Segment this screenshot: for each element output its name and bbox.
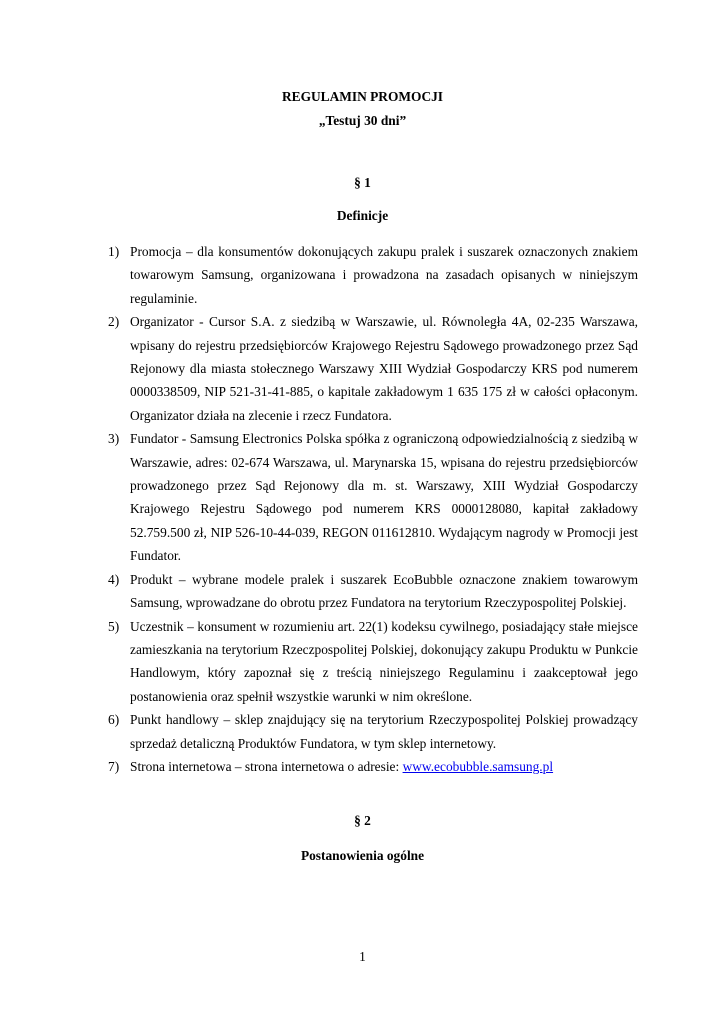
definition-text: Fundator - Samsung Electronics Polska spółka z ograniczoną odpowiedzialnością z siedzibą w Warszawie, adres: 02-674 Warszawa, ul. Marynarska 15, wpisana do rejestru przedsiębiorców prowadzonego przez Sąd Rejonowy dla m. st. Warszawy, XIII Wydział Gospodarczy Krajowego Rejestru Sądowego pod numerem KRS 0000128080, kapitał zakładowy 52.759.500 zł, NIP 526-10-44-039, REGON 011612810. Wydającym nagrody w Promocji jest Fundator. xyxy=(130,431,638,564)
website-link[interactable]: www.ecobubble.samsung.pl xyxy=(402,758,554,774)
list-number: 1) xyxy=(108,244,120,259)
list-number: 3) xyxy=(108,431,120,447)
list-number: 7) xyxy=(108,758,120,774)
list-number: 4) xyxy=(108,571,120,587)
list-number: 6) xyxy=(108,712,120,728)
definition-item-punkt-handlowy xyxy=(108,708,638,755)
page-number: 1 xyxy=(359,949,366,964)
definition-text: Punkt handlowy – sklep znajdujący się na terytorium Rzeczypospolitej Polskiej prowadzący sprzedaż detaliczną Produktów Fundatora, w tym sklep internetowy. xyxy=(130,712,638,751)
definition-item-strona-internetowa xyxy=(108,755,638,778)
definition-text: Promocja – dla konsumentów dokonujących zakupu pralek i suszarek oznaczonych znakiem towarowym Samsung, organizowana i prowadzona na zasadach opisanych w niniejszym regulaminie. xyxy=(130,244,638,306)
document-title: REGULAMIN PROMOCJI xyxy=(281,89,444,104)
document-subtitle: „Testuj 30 dni” xyxy=(318,113,407,128)
section-2-number: § 2 xyxy=(354,813,371,828)
definition-text: Produkt – wybrane modele pralek i suszarek EcoBubble oznaczone znakiem towarowym Samsung, wprowadzane do obrotu przez Fundatora na terytorium Rzeczypospolitej Polskiej. xyxy=(130,571,638,611)
definition-item-produkt xyxy=(108,568,638,615)
definition-item-fundator xyxy=(108,427,638,567)
section-1-title: Definicje xyxy=(336,208,389,223)
definition-text: Organizator - Cursor S.A. z siedzibą w Warszawie, ul. Równoległa 4A, 02-235 Warszawa, wpisany do rejestru przedsiębiorców Krajowego Rejestru Sądowego prowadzonego przez Sąd Rejonowy dla miasta stołecznego Warszawy XIII Wydział Gospodarczy KRS pod numerem 0000338509, NIP 521-31-41-885, o kapitale zakładowym 1 635 175 zł w całości opłaconym. Organizator działa na zlecenie i rzecz Fundatora. xyxy=(130,314,638,423)
definition-item-promocja xyxy=(108,240,638,310)
section-1-number: § 1 xyxy=(354,175,371,190)
definition-item-uczestnik xyxy=(108,615,638,709)
list-number: 2) xyxy=(108,314,120,330)
section-2-title: Postanowienia ogólne xyxy=(300,848,425,863)
definitions-list xyxy=(108,240,638,778)
definition-item-organizator xyxy=(108,310,638,427)
list-number: 5) xyxy=(108,618,120,634)
definition-text: Uczestnik – konsument w rozumieniu art. 22(1) kodeksu cywilnego, posiadający stałe miejsce zamieszkania na terytorium Rzeczpospolitej Polskiej, dokonujący zakupu Produktu w Punkcie Handlowym, który zapoznał się z treścią niniejszego Regulaminu i zaakceptował jego postanowienia oraz spełnił wszystkie warunki w nim określone. xyxy=(130,618,638,704)
definition-text: Strona internetowa – strona internetowa o adresie: xyxy=(130,758,403,774)
